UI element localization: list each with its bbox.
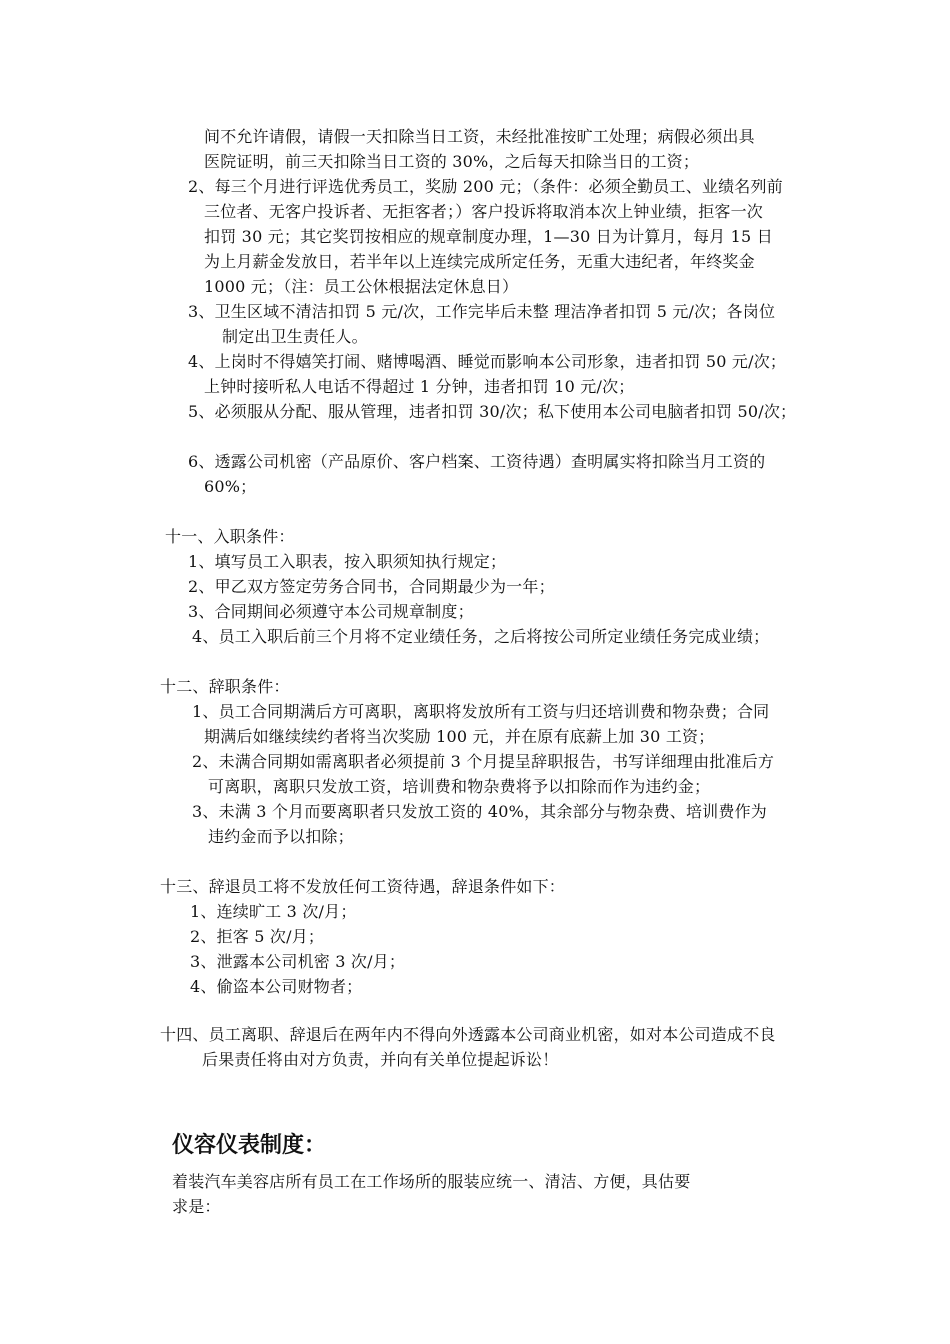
paragraph-line: 医院证明，前三天扣除当日工资的 30%，之后每天扣除当日的工资；	[204, 152, 700, 171]
list-item: 2、拒客 5 次/月；	[190, 927, 325, 946]
paragraph-line: 1000 元；（注：员工公休根据法定休息日）	[204, 277, 519, 296]
paragraph-line: 上钟时接听私人电话不得超过 1 分钟，违者扣罚 10 元/次；	[204, 377, 635, 396]
list-item: 5、必须服从分配、服从管理，违者扣罚 30/次；私下使用本公司电脑者扣罚 50/次；	[188, 402, 797, 421]
list-item: 1、员工合同期满后方可离职，离职将发放所有工资与归还培训费和物杂费；合同	[192, 702, 770, 721]
list-item: 2、甲乙双方签定劳务合同书，合同期最少为一年；	[188, 577, 555, 596]
list-item: 3、合同期间必须遵守本公司规章制度；	[188, 602, 474, 621]
paragraph-line: 着装汽车美容店所有员工在工作场所的服装应统一、清洁、方便，具估要	[172, 1172, 691, 1191]
paragraph-line: 扣罚 30 元；其它奖罚按相应的规章制度办理，1—30 日为计算月，每月 15 日	[204, 227, 773, 246]
list-item: 4、上岗时不得嬉笑打闹、赌博喝酒、睡觉而影响本公司形象，违者扣罚 50 元/次；	[188, 352, 787, 371]
paragraph-line: 间不允许请假，请假一天扣除当日工资，未经批准按旷工处理；病假必须出具	[204, 127, 755, 146]
list-item: 1、连续旷工 3 次/月；	[190, 902, 357, 921]
paragraph-line: 期满后如继续续约者将当次奖励 100 元，并在原有底薪上加 30 工资；	[204, 727, 715, 746]
section-title: 十一、入职条件：	[165, 527, 295, 546]
list-item: 3、卫生区域不清洁扣罚 5 元/次，工作完毕后未整 理洁净者扣罚 5 元/次；各岗位	[188, 302, 776, 321]
paragraph-line: 求是：	[172, 1197, 221, 1216]
section-title: 十三、辞退员工将不发放任何工资待遇，辞退条件如下：	[160, 877, 566, 896]
paragraph-line: 制定出卫生责任人。	[222, 327, 368, 346]
paragraph-line: 可离职，离职只发放工资，培训费和物杂费将予以扣除而作为违约金；	[208, 777, 711, 796]
section-title: 十二、辞职条件：	[160, 677, 290, 696]
section-title: 十四、员工离职、辞退后在两年内不得向外透露本公司商业机密，如对本公司造成不良	[160, 1025, 776, 1044]
list-item: 6、透露公司机密（产品原价、客户档案、工资待遇）查明属实将扣除当月工资的	[188, 452, 766, 471]
list-item: 2、每三个月进行评选优秀员工，奖励 200 元；（条件：必须全勤员工、业绩名列前	[188, 177, 783, 196]
list-item: 4、员工入职后前三个月将不定业绩任务，之后将按公司所定业绩任务完成业绩；	[192, 627, 770, 646]
paragraph-line: 三位者、无客户投诉者、无拒客者；）客户投诉将取消本次上钟业绩，拒客一次	[204, 202, 764, 221]
paragraph-line: 60%；	[204, 477, 257, 496]
list-item: 3、泄露本公司机密 3 次/月；	[190, 952, 406, 971]
paragraph-line: 后果责任将由对方负责，并向有关单位提起诉讼！	[202, 1050, 559, 1069]
list-item: 4、偷盗本公司财物者；	[190, 977, 363, 996]
page-heading: 仪容仪表制度：	[172, 1132, 327, 1158]
list-item: 3、未满 3 个月而要离职者只发放工资的 40%，其余部分与物杂费、培训费作为	[192, 802, 767, 821]
paragraph-line: 为上月薪金发放日，若半年以上连续完成所定任务，无重大违纪者，年终奖金	[204, 252, 755, 271]
list-item: 2、未满合同期如需离职者必须提前 3 个月提呈辞职报告，书写详细理由批准后方	[192, 752, 775, 771]
list-item: 1、填写员工入职表，按入职须知执行规定；	[188, 552, 507, 571]
paragraph-line: 违约金而予以扣除；	[208, 827, 354, 846]
